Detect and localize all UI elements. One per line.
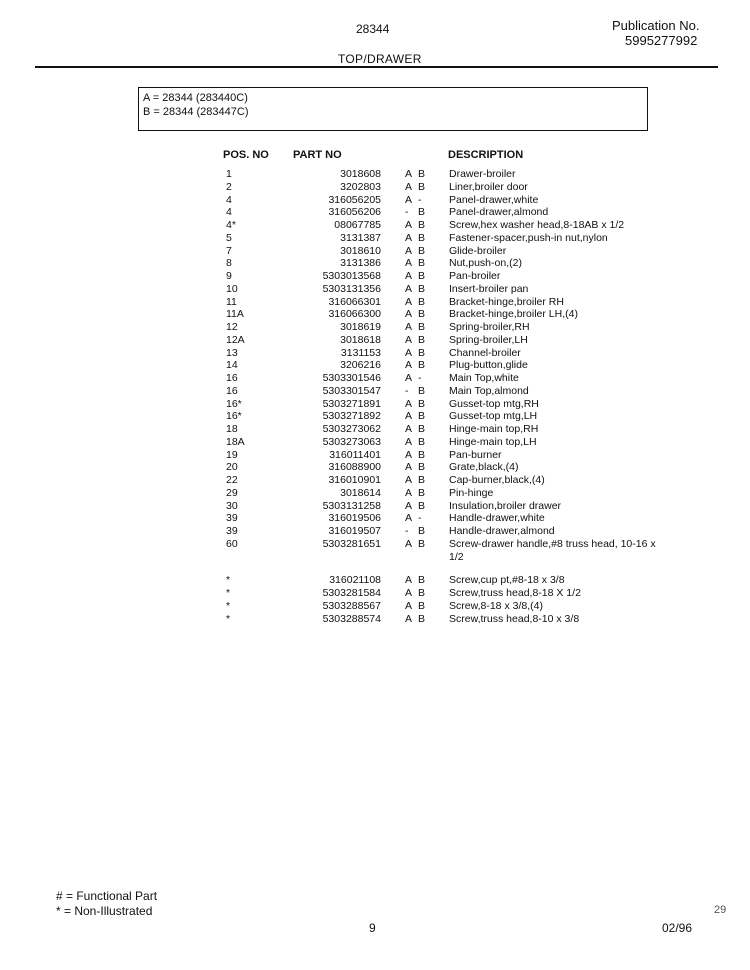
- part-number: 5303131258: [322, 499, 381, 512]
- model-b-flag: B: [418, 244, 426, 257]
- model-a-flag: A: [405, 295, 413, 308]
- model-b-flag: B: [418, 346, 426, 359]
- pos-number: 22: [226, 474, 238, 486]
- part-description: Gusset-top mtg,LH: [449, 410, 538, 423]
- part-number: 3131387: [340, 231, 381, 244]
- pos-number: 18A: [226, 435, 245, 448]
- parts-row: [0, 206, 750, 219]
- model-b-flag: B: [418, 435, 426, 448]
- page-number: 9: [369, 921, 376, 935]
- model-a-flag: A: [405, 423, 413, 435]
- section-title: TOP/DRAWER: [338, 52, 422, 66]
- model-b-flag: B: [418, 359, 426, 372]
- model-b-flag: B: [418, 612, 426, 625]
- parts-row: [0, 410, 750, 423]
- model-a-flag: A: [405, 346, 413, 359]
- part-number: 316066301: [328, 295, 381, 308]
- parts-row: [0, 500, 750, 513]
- model-a-flag: A: [405, 461, 413, 474]
- part-number: 316019507: [328, 525, 381, 537]
- part-description: Panel-drawer,almond: [449, 206, 549, 219]
- parts-row: [0, 359, 750, 372]
- pos-number: 12A: [226, 333, 245, 346]
- model-a-flag: A: [405, 321, 413, 333]
- part-description: Handle-drawer,white: [449, 512, 545, 525]
- part-description: Hinge-main top,LH: [449, 435, 537, 448]
- parts-row: [0, 270, 750, 283]
- part-number: 3131386: [340, 257, 381, 270]
- model-a-flag: A: [405, 499, 413, 512]
- part-description: Screw,hex washer head,8-18AB x 1/2: [449, 219, 625, 231]
- part-number: 316056205: [328, 193, 381, 206]
- part-number: 316011401: [329, 448, 381, 461]
- part-description: Main Top,white: [449, 372, 519, 384]
- model-b-flag: B: [418, 295, 426, 308]
- part-number: 5303288574: [322, 612, 381, 625]
- model-b-flag: B: [418, 308, 426, 321]
- model-b-flag: B: [418, 587, 426, 599]
- part-number: 3018619: [340, 321, 381, 333]
- part-number: 3202803: [340, 180, 381, 193]
- publication-number: 5995277992: [625, 33, 698, 48]
- part-description: Screw,8-18 x 3/8,(4): [449, 599, 543, 612]
- pos-number: 11A: [226, 308, 244, 321]
- part-description: Pan-broiler: [449, 270, 501, 282]
- column-header-description: DESCRIPTION: [448, 149, 524, 161]
- model-b-flag: B: [418, 180, 426, 193]
- publication-label: Publication No.: [612, 18, 700, 33]
- part-number: 3018608: [340, 168, 381, 180]
- model-b-flag: -: [418, 372, 422, 384]
- parts-row: [0, 181, 750, 194]
- part-description: Insulation,broiler drawer: [449, 499, 562, 512]
- model-a-flag: A: [405, 397, 413, 410]
- pos-number: 5: [226, 231, 232, 244]
- part-number: 5303273063: [322, 435, 381, 448]
- part-number: 316021108: [329, 574, 381, 587]
- model-a-flag: -: [405, 384, 409, 397]
- part-description: Main Top,almond: [449, 384, 529, 397]
- model-number: 28344: [356, 22, 390, 36]
- part-description: Fastener-spacer,push-in nut,nylon: [449, 231, 608, 244]
- part-number: 316066300: [328, 308, 381, 321]
- part-number: 3018618: [340, 333, 381, 346]
- model-a-flag: A: [405, 180, 413, 193]
- parts-row: [0, 232, 750, 245]
- pos-number: 8: [226, 257, 232, 270]
- functional-part-note: # = Functional Part: [56, 889, 158, 903]
- non-illustrated-note: * = Non-Illustrated: [56, 904, 153, 918]
- part-description: Channel-broiler: [449, 346, 521, 359]
- part-number: 3206216: [340, 359, 381, 372]
- model-b-flag: B: [418, 537, 426, 550]
- pos-number: 4*: [226, 219, 236, 231]
- part-description: Panel-drawer,white: [449, 193, 539, 206]
- part-number: 5303271891: [322, 397, 381, 410]
- part-number: 5303013568: [322, 270, 381, 282]
- pos-number: 10: [226, 282, 238, 295]
- model-a-flag: A: [405, 448, 413, 461]
- parts-row: [0, 538, 750, 564]
- part-description: Spring-broiler,RH: [449, 321, 530, 333]
- part-description: Screw,cup pt,#8-18 x 3/8: [449, 574, 565, 587]
- pos-number: 39: [226, 512, 238, 525]
- parts-row: [0, 283, 750, 296]
- model-a-flag: A: [405, 219, 413, 231]
- pos-number: 11: [226, 295, 237, 308]
- part-description: Spring-broiler,LH: [449, 333, 528, 346]
- model-b-flag: B: [418, 257, 426, 270]
- part-description: Grate,black,(4): [449, 461, 519, 474]
- pos-number: 39: [226, 525, 238, 537]
- pos-number: 18: [226, 423, 238, 435]
- part-number: 5303281584: [322, 587, 381, 599]
- model-a-flag: -: [405, 525, 409, 537]
- model-a-flag: A: [405, 537, 413, 550]
- date-code: 02/96: [662, 921, 693, 935]
- pos-number: *: [226, 574, 231, 587]
- model-a-flag: A: [405, 257, 413, 270]
- model-a-flag: A: [405, 486, 413, 499]
- part-number: 5303131356: [322, 282, 381, 295]
- pos-number: 20: [226, 461, 238, 474]
- part-number: 316056206: [328, 206, 381, 219]
- model-a-flag: A: [405, 359, 413, 372]
- model-a-flag: A: [405, 574, 413, 587]
- model-b-flag: B: [418, 282, 426, 295]
- model-a-flag: A: [405, 435, 413, 448]
- model-a-flag: -: [405, 206, 409, 219]
- model-a-flag: A: [405, 308, 413, 321]
- model-b-flag: B: [418, 423, 426, 435]
- model-a-flag: A: [405, 372, 413, 384]
- model-a-flag: A: [405, 333, 413, 346]
- pos-number: 16: [226, 372, 238, 384]
- model-a-flag: A: [405, 587, 413, 599]
- part-number: 08067785: [334, 219, 381, 231]
- part-description: Liner,broiler door: [449, 180, 528, 193]
- model-b-flag: B: [418, 599, 426, 612]
- model-b-flag: B: [418, 333, 426, 346]
- part-description: Nut,push-on,(2): [449, 257, 522, 270]
- parts-row: [0, 194, 750, 207]
- parts-row: [0, 574, 750, 587]
- pos-number: 4: [226, 206, 232, 219]
- legend-line-a: A = 28344 (283440C): [143, 92, 248, 104]
- part-number: 5303301546: [322, 372, 381, 384]
- part-description: Cap-burner,black,(4): [449, 474, 545, 486]
- model-a-flag: A: [405, 231, 413, 244]
- parts-row: [0, 334, 750, 347]
- parts-row: [0, 347, 750, 360]
- model-b-flag: B: [418, 574, 426, 587]
- part-description: Insert-broiler pan: [449, 282, 529, 295]
- parts-row: [0, 474, 750, 487]
- model-b-flag: B: [418, 410, 426, 423]
- pos-number: 14: [226, 359, 238, 372]
- model-a-flag: A: [405, 244, 413, 257]
- part-number: 5303281651: [322, 537, 381, 550]
- parts-row: [0, 587, 750, 600]
- pos-number: 2: [226, 180, 232, 193]
- parts-row: [0, 487, 750, 500]
- pos-number: 19: [226, 448, 238, 461]
- header-rule: [35, 66, 718, 68]
- part-number: 5303288567: [322, 599, 381, 612]
- parts-row: [0, 461, 750, 474]
- parts-list: [0, 168, 750, 625]
- model-b-flag: -: [418, 512, 422, 525]
- part-description: Pin-hinge: [449, 486, 494, 499]
- model-b-flag: B: [418, 206, 426, 219]
- part-number: 5303301547: [322, 384, 381, 397]
- parts-row: [0, 449, 750, 462]
- part-number: 5303271892: [322, 410, 381, 423]
- part-description: Screw-drawer handle,#8 truss head, 10-16 x 1/2: [449, 537, 656, 563]
- model-b-flag: B: [418, 474, 426, 486]
- pos-number: *: [226, 587, 231, 599]
- corner-mark: 29: [714, 904, 727, 916]
- part-description: Bracket-hinge,broiler RH: [449, 295, 564, 308]
- column-header-part: PART NO: [293, 149, 342, 161]
- model-b-flag: B: [418, 525, 426, 537]
- model-b-flag: B: [418, 219, 426, 231]
- part-description: Screw,truss head,8-10 x 3/8: [449, 612, 580, 625]
- part-description: Gusset-top mtg,RH: [449, 397, 539, 410]
- model-a-flag: A: [405, 612, 413, 625]
- parts-row: [0, 372, 750, 385]
- pos-number: 9: [226, 270, 232, 282]
- model-b-flag: -: [418, 193, 422, 206]
- legend-line-b: B = 28344 (283447C): [143, 106, 249, 118]
- parts-row: [0, 168, 750, 181]
- parts-row: [0, 436, 750, 449]
- parts-row: [0, 423, 750, 436]
- pos-number: 4: [226, 193, 232, 206]
- column-header-pos: POS. NO: [223, 149, 269, 161]
- parts-row: [0, 512, 750, 525]
- model-legend-box: [138, 87, 648, 131]
- model-b-flag: B: [418, 448, 426, 461]
- model-b-flag: B: [418, 461, 426, 474]
- model-b-flag: B: [418, 397, 426, 410]
- model-a-flag: A: [405, 168, 413, 180]
- model-a-flag: A: [405, 193, 413, 206]
- model-a-flag: A: [405, 599, 413, 612]
- pos-number: 16*: [226, 397, 242, 410]
- parts-row: [0, 296, 750, 309]
- model-b-flag: B: [418, 486, 426, 499]
- part-description: Pan-burner: [449, 448, 502, 461]
- model-b-flag: B: [418, 231, 426, 244]
- parts-row: [0, 398, 750, 411]
- part-description: Plug-button,glide: [449, 359, 528, 372]
- pos-number: *: [226, 612, 231, 625]
- part-description: Hinge-main top,RH: [449, 423, 539, 435]
- part-number: 316010901: [328, 474, 381, 486]
- parts-row: [0, 525, 750, 538]
- part-number: 3018614: [340, 486, 381, 499]
- part-description: Drawer-broiler: [449, 168, 516, 180]
- part-description: Glide-broiler: [449, 244, 507, 257]
- part-number: 5303273062: [322, 423, 381, 435]
- parts-row: [0, 245, 750, 258]
- model-b-flag: B: [418, 168, 426, 180]
- model-b-flag: B: [418, 270, 426, 282]
- part-description: Bracket-hinge,broiler LH,(4): [449, 308, 578, 321]
- pos-number: 12: [226, 321, 238, 333]
- pos-number: 30: [226, 499, 238, 512]
- pos-number: 13: [226, 346, 238, 359]
- pos-number: 16*: [226, 410, 242, 423]
- parts-row: [0, 385, 750, 398]
- pos-number: 60: [226, 537, 238, 550]
- part-description: Handle-drawer,almond: [449, 525, 555, 537]
- parts-row: [0, 219, 750, 232]
- parts-row: [0, 613, 750, 626]
- pos-number: 16: [226, 384, 238, 397]
- model-a-flag: A: [405, 474, 413, 486]
- part-description: Screw,truss head,8-18 X 1/2: [449, 587, 581, 599]
- pos-number: 1: [226, 168, 232, 180]
- part-number: 3131153: [340, 346, 381, 359]
- part-number: 3018610: [340, 244, 381, 257]
- pos-number: *: [226, 599, 231, 612]
- part-number: 316088900: [328, 461, 381, 474]
- model-a-flag: A: [405, 270, 413, 282]
- model-b-flag: B: [418, 384, 426, 397]
- model-a-flag: A: [405, 512, 413, 525]
- parts-row: [0, 321, 750, 334]
- pos-number: 7: [226, 244, 232, 257]
- parts-row: [0, 308, 750, 321]
- part-number: 316019506: [328, 512, 381, 525]
- model-b-flag: B: [418, 321, 426, 333]
- parts-row: [0, 600, 750, 613]
- pos-number: 29: [226, 486, 238, 499]
- model-b-flag: B: [418, 499, 426, 512]
- parts-row: [0, 257, 750, 270]
- model-a-flag: A: [405, 282, 413, 295]
- model-a-flag: A: [405, 410, 413, 423]
